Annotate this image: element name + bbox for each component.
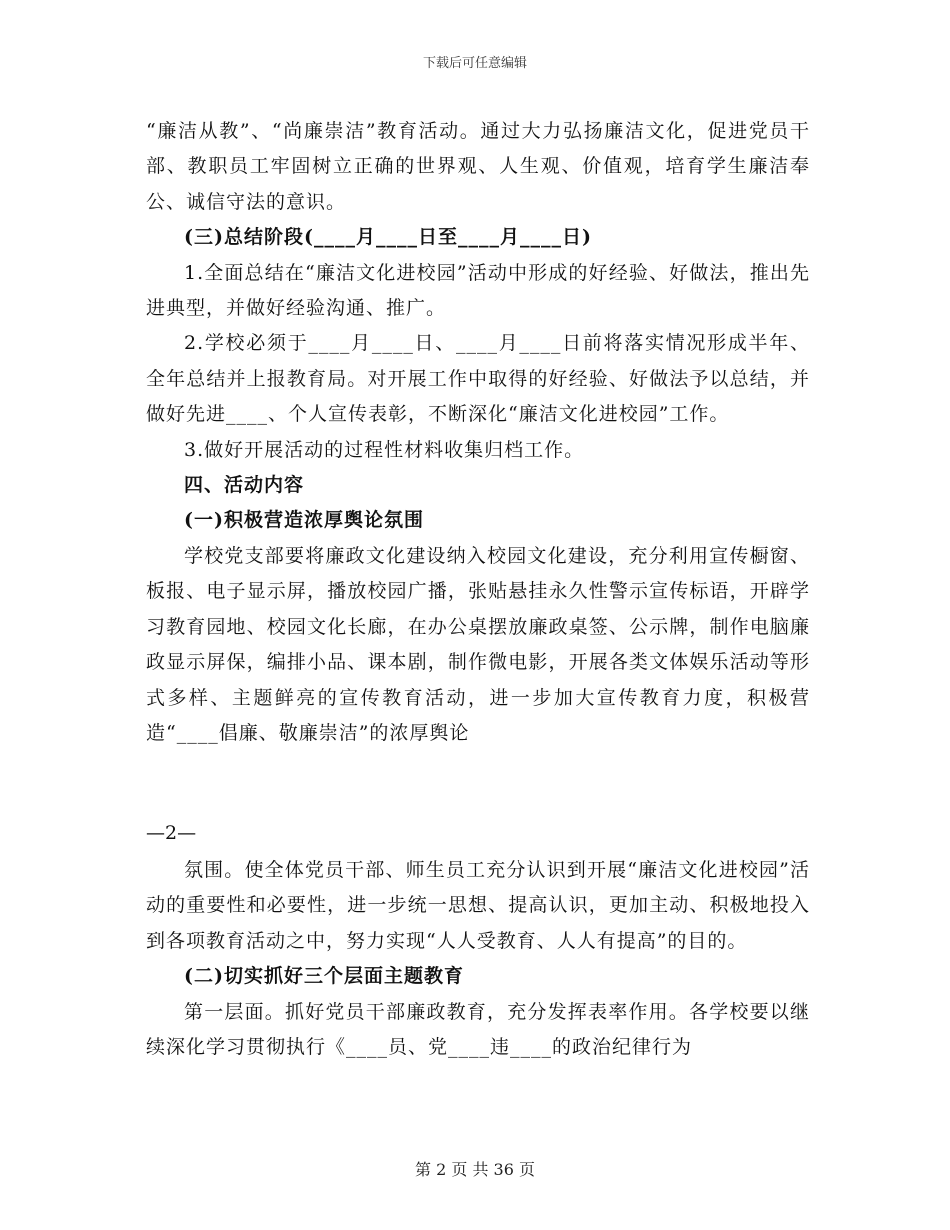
inner-page-number: —2—: [146, 822, 197, 844]
section-heading: 四、活动内容: [184, 474, 305, 497]
paragraph: 氛围。使全体党员干部、师生员工充分认识到开展“廉洁文化进校园”活动的重要性和必要性，进一步统一思想、提高认识，更加主动、积极地投入到各项教育活动之中，努力实现“人人受教育、人人有提高”的目的。: [146, 859, 810, 952]
paragraph: 学校党支部要将廉政文化建设纳入校园文化建设，充分利用宣传橱窗、板报、电子显示屏，播放校园广播，张贴悬挂永久性警示宣传标语，开辟学习教育园地、校园文化长廊，在办公桌摆放廉政桌签、公示牌，制作电脑廉政显示屏保，编排小品、课本剧，制作微电影，开展各类文体娱乐活动等形式多样、主题鲜亮的宣传教育活动，进一步加大宣传教育力度，积极营造“____倡廉、敬廉崇洁”的浓厚舆论: [146, 544, 810, 744]
download-note: 下载后可任意编辑: [422, 56, 527, 71]
section-heading: (二)切实抓好三个层面主题教育: [184, 965, 464, 988]
paragraph: 2.学校必须于____月____日、____月____日前将落实情况形成半年、全年总结并上报教育局。对开展工作中取得的好经验、好做法予以总结，并做好先进____、个人宣传表彰，不断深化“廉洁文化进校园”工作。: [146, 332, 810, 426]
section-heading: (一)积极营造浓厚舆论氛围: [184, 509, 424, 532]
paragraph: 1.全面总结在“廉洁文化进校园”活动中形成的好经验、好做法，推出先进典型，并做好经验沟通、推广。: [146, 261, 810, 320]
section-heading: (三)总结阶段(____月____日至____月____日): [184, 226, 592, 249]
body-section-top: [146, 114, 810, 751]
paragraph: 第一层面。抓好党员干部廉政教育，充分发挥表率作用。各学校要以继续深化学习贯彻执行《____员、党____违____的政治纪律行为: [146, 1000, 810, 1059]
paragraph: 3.做好开展活动的过程性材料收集归档工作。: [184, 438, 585, 461]
body-section-bottom: [146, 853, 810, 1065]
paragraph: “廉洁从教”、“尚廉崇洁”教育活动。通过大力弘扬廉洁文化，促进党员干部、教职员工牢固树立正确的世界观、人生观、价值观，培育学生廉洁奉公、诚信守法的意识。: [146, 120, 810, 213]
page-footer: 第 2 页 共 36 页: [415, 1160, 535, 1179]
